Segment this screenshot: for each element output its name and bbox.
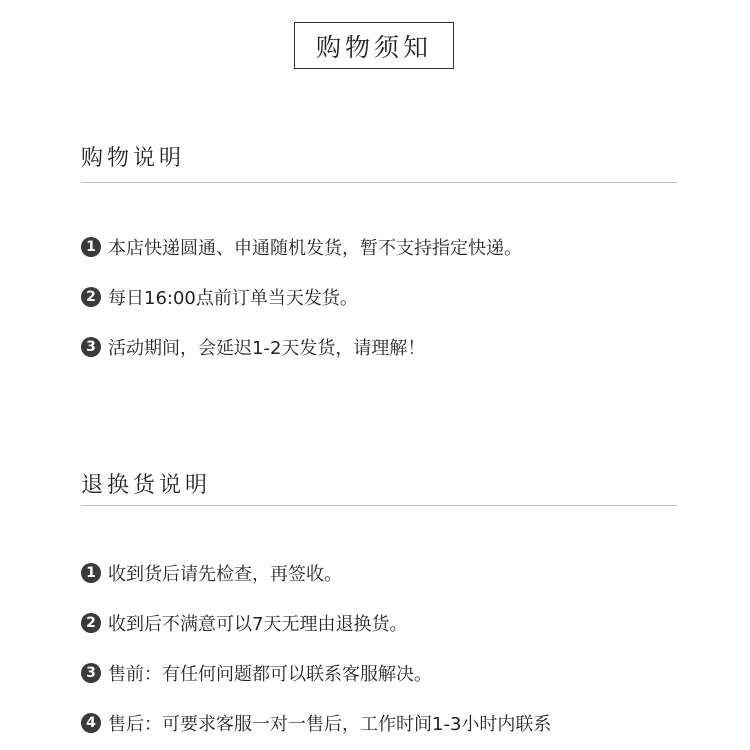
number-2-icon: 2 bbox=[81, 613, 101, 633]
number-3-icon: 3 bbox=[81, 663, 101, 683]
item-text: 收到货后请先检查，再签收。 bbox=[108, 564, 342, 585]
item-text: 每日16:00点前订单当天发货。 bbox=[108, 288, 358, 309]
number-2-icon: 2 bbox=[81, 287, 101, 307]
number-1-icon: 1 bbox=[81, 237, 101, 257]
section-divider bbox=[81, 505, 677, 506]
number-4-icon: 4 bbox=[81, 713, 101, 733]
page-title: 购物须知 bbox=[294, 22, 454, 69]
number-1-icon: 1 bbox=[81, 563, 101, 583]
list-item bbox=[81, 648, 721, 698]
returns-instructions-list bbox=[81, 548, 721, 748]
item-text: 活动期间，会延迟1-2天发货，请理解！ bbox=[108, 338, 426, 359]
list-item bbox=[81, 548, 721, 598]
item-text: 收到后不满意可以7天无理由退换货。 bbox=[108, 614, 408, 635]
item-text: 售后：可要求客服一对一售后，工作时间1-3小时内联系 bbox=[108, 714, 552, 735]
number-3-icon: 3 bbox=[81, 337, 101, 357]
list-item bbox=[81, 272, 721, 322]
item-text: 售前：有任何问题都可以联系客服解决。 bbox=[108, 664, 432, 685]
list-item bbox=[81, 598, 721, 648]
list-item bbox=[81, 322, 721, 372]
section-divider bbox=[81, 182, 677, 183]
shopping-instructions-list bbox=[81, 222, 721, 372]
section-title-shopping: 购物说明 bbox=[81, 146, 186, 171]
list-item bbox=[81, 698, 721, 748]
section-title-returns: 退换货说明 bbox=[81, 473, 212, 498]
list-item bbox=[81, 222, 721, 272]
item-text: 本店快递圆通、申通随机发货，暂不支持指定快递。 bbox=[108, 238, 522, 259]
